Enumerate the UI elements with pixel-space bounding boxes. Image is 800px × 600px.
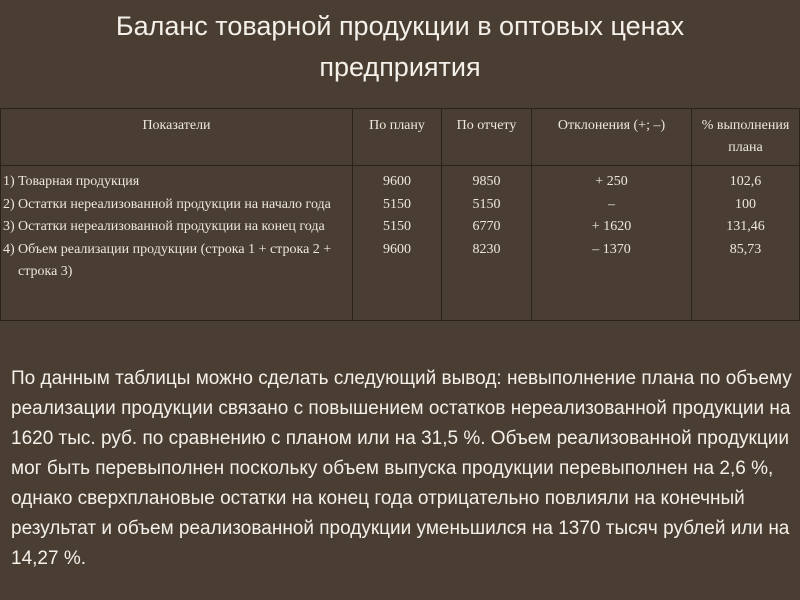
deviation-value: + 250 — [595, 174, 628, 189]
fact-value: 5150 — [472, 196, 501, 212]
fact-value: 9850 — [472, 174, 501, 189]
indicator-item — [3, 216, 352, 239]
header-deviation: Отклонения (+; –) — [532, 109, 692, 166]
indicator-number: 1) — [3, 174, 15, 189]
indicator-number: 2) — [3, 196, 15, 212]
conclusion-text: По данным таблицы можно сделать следующий вывод: невыполнение плана по объему реализации продукции связано с повышением остатков нереализованной продукции на 1620 тыс. руб. по сравнению с планом или на 31,5 %. Объем реализованной продукции мог быть перевыполнен поскольку объем выпуска продукции перевыполнен на 2,6 %, однако сверхплановые остатки на конец года отрицательно повлияли на конечный результат и объем реализованной продукции уменьшился на 1370 тысяч рублей или на 14,27 %. — [11, 368, 792, 569]
indicator-label: Остатки нереализованной продукции на начало года — [18, 196, 331, 212]
fact-value: 8230 — [472, 241, 501, 257]
indicator-item — [3, 171, 352, 194]
indicator-label: Остатки нереализованной продукции на конец года — [18, 219, 325, 234]
indicator-number: 3) — [3, 219, 15, 234]
indicator-label: Товарная продукция — [18, 174, 140, 189]
deviation-cell — [532, 166, 692, 321]
plan-value: 9600 — [383, 174, 411, 189]
percent-cell — [692, 166, 800, 321]
percent-value: 102,6 — [729, 174, 762, 189]
slide-title — [0, 6, 800, 88]
plan-value: 9600 — [383, 241, 411, 257]
table-header-row — [1, 109, 800, 166]
header-percent: % выполнения плана — [692, 109, 800, 166]
percent-value: 100 — [735, 196, 756, 212]
table-body-row — [1, 166, 800, 321]
balance-table — [0, 108, 800, 321]
percent-value: 85,73 — [729, 241, 762, 257]
indicator-item — [3, 194, 352, 217]
plan-cell — [353, 166, 442, 321]
header-fact: По отчету — [442, 109, 532, 166]
fact-cell — [442, 166, 532, 321]
title-line-2: предприятия — [319, 52, 481, 82]
indicator-number: 4) — [3, 241, 15, 257]
indicators-cell — [1, 166, 353, 321]
plan-value: 5150 — [383, 219, 411, 234]
deviation-value: – 1370 — [592, 241, 631, 257]
header-indicators: Показатели — [1, 109, 353, 166]
deviation-value: – — [608, 196, 615, 212]
header-plan: По плану — [353, 109, 442, 166]
fact-value: 6770 — [472, 219, 501, 234]
indicator-item — [3, 239, 352, 284]
percent-value: 131,46 — [726, 219, 765, 234]
title-line-1: Баланс товарной продукции в оптовых ценах — [115, 11, 685, 41]
indicator-label: Объем реализации продукции (строка 1 + строка 2 + строка 3) — [18, 241, 332, 279]
deviation-value: + 1620 — [591, 219, 632, 234]
plan-value: 5150 — [383, 196, 411, 212]
